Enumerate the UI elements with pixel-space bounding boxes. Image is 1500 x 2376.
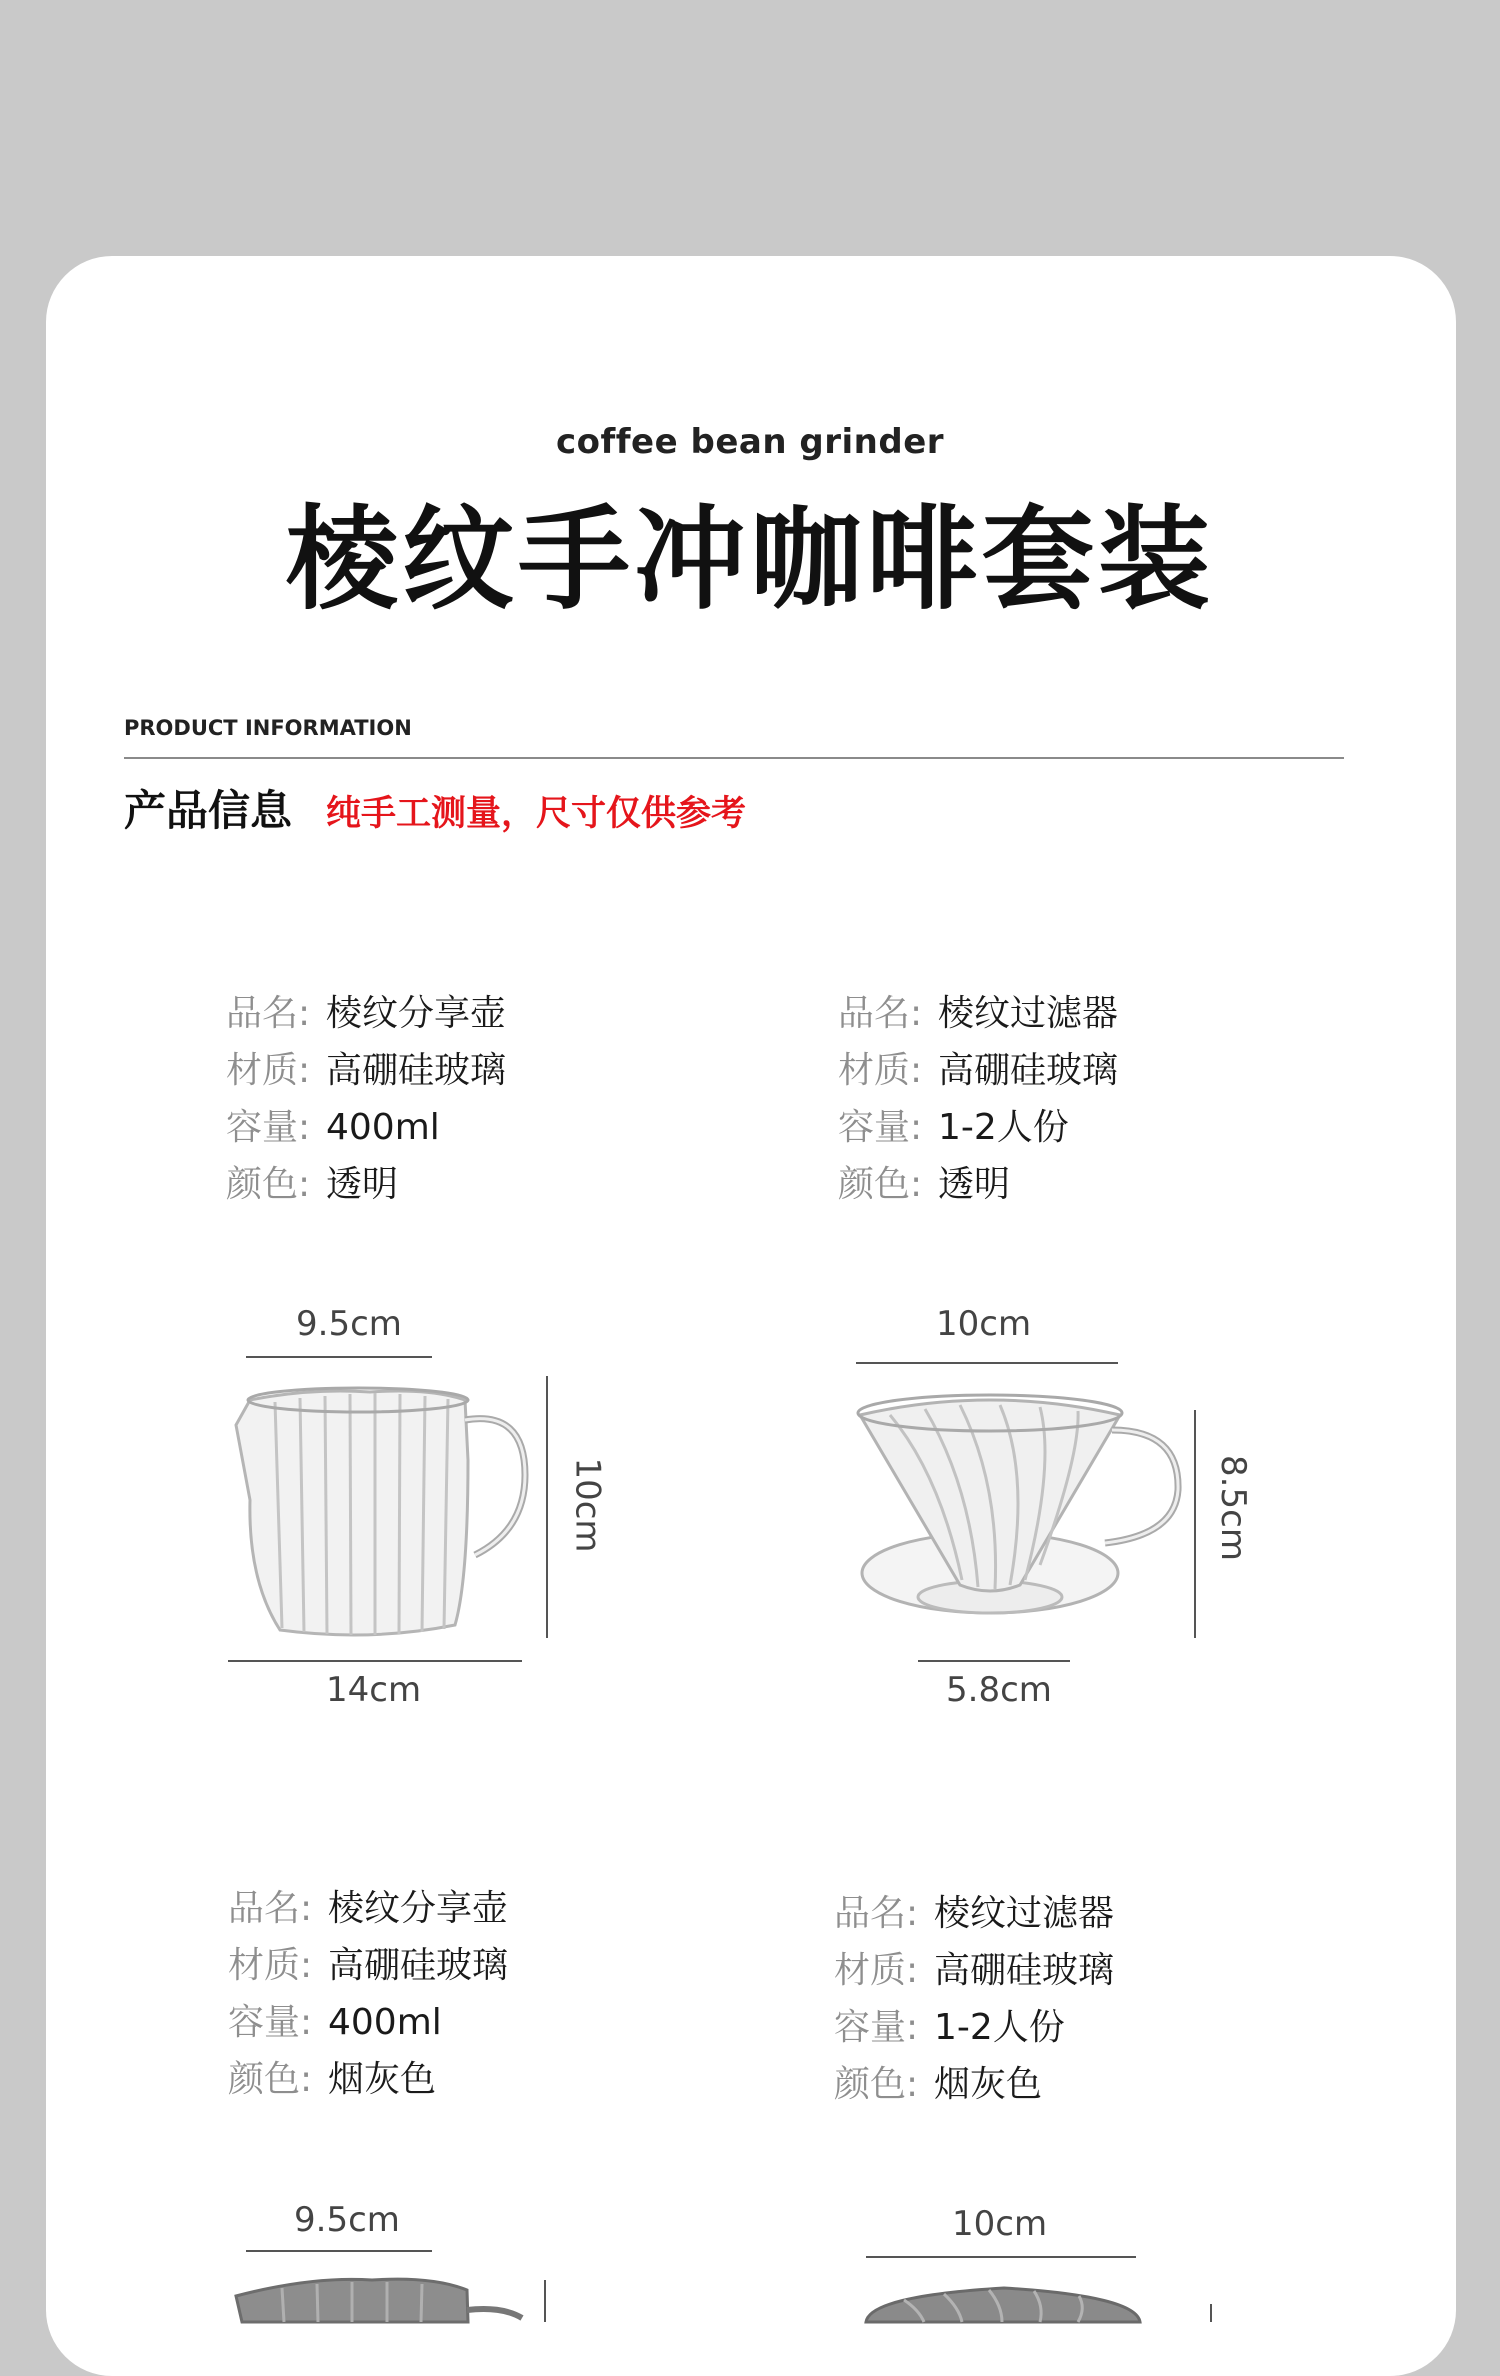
- spec-value: 高硼硅玻璃: [326, 1050, 507, 1091]
- page-title: 棱纹手冲咖啡套装: [286, 495, 1214, 625]
- spec-value: 透明: [326, 1164, 399, 1205]
- dimension-line: [918, 1660, 1070, 1662]
- section-label-en: PRODUCT INFORMATION: [124, 716, 412, 740]
- dimension-line: [544, 2280, 546, 2322]
- spec-row: [226, 1099, 506, 1156]
- spec-value: 400ml: [326, 1107, 440, 1148]
- spec-value: 高硼硅玻璃: [934, 1950, 1115, 1991]
- spec-value: 高硼硅玻璃: [328, 1945, 509, 1986]
- spec-row: [228, 1880, 508, 1937]
- spec-key: 容量:: [834, 2007, 919, 2048]
- spec-key: 品名:: [834, 1893, 919, 1934]
- spec-key: 材质:: [228, 1945, 313, 1986]
- section-label-cn: 产品信息: [124, 786, 293, 835]
- spec-row: [834, 1885, 1114, 1942]
- dimension-top-dripper-smoke: 10cm: [952, 2204, 1048, 2244]
- spec-row: [838, 1042, 1118, 1099]
- spec-row: [226, 1156, 506, 1213]
- spec-row: [838, 1156, 1118, 1213]
- spec-key: 品名:: [838, 993, 923, 1034]
- dimension-top-pitcher-smoke: 9.5cm: [294, 2200, 400, 2240]
- spec-key: 颜色:: [226, 1164, 311, 1205]
- dimension-top-pitcher: 9.5cm: [296, 1304, 402, 1344]
- dimension-side-pitcher: 10cm: [567, 1457, 608, 1553]
- spec-row: [228, 1937, 508, 1994]
- spec-value: 棱纹过滤器: [934, 1893, 1115, 1934]
- spec-list-dripper-smoke: [834, 1885, 1114, 2113]
- dimension-line: [228, 1660, 522, 1662]
- spec-key: 品名:: [226, 993, 311, 1034]
- spec-row: [228, 1994, 508, 2051]
- dimension-side-dripper: 8.5cm: [1212, 1455, 1253, 1561]
- smoky-pitcher-image: [222, 2268, 552, 2322]
- spec-key: 颜色:: [834, 2064, 919, 2105]
- spec-key: 容量:: [228, 2002, 313, 2043]
- dimension-line: [246, 1356, 432, 1358]
- spec-row: [226, 1042, 506, 1099]
- dimension-line: [1194, 1410, 1196, 1638]
- spec-row: [834, 1942, 1114, 1999]
- spec-value: 1-2人份: [938, 1107, 1069, 1148]
- spec-key: 品名:: [228, 1888, 313, 1929]
- dimension-line: [856, 1362, 1118, 1364]
- spec-row: [834, 2056, 1114, 2113]
- dimension-bottom-pitcher: 14cm: [326, 1670, 422, 1710]
- spec-key: 颜色:: [228, 2059, 313, 2100]
- spec-value: 高硼硅玻璃: [938, 1050, 1119, 1091]
- spec-value: 1-2人份: [934, 2007, 1065, 2048]
- dimension-bottom-dripper: 5.8cm: [946, 1670, 1052, 1710]
- spec-list-pitcher-clear: [226, 985, 506, 1213]
- spec-row: [838, 1099, 1118, 1156]
- page-subtitle: coffee bean grinder: [555, 422, 945, 462]
- spec-value: 棱纹过滤器: [938, 993, 1119, 1034]
- dimension-line: [1210, 2304, 1212, 2322]
- divider: [124, 757, 1344, 759]
- dimension-line: [866, 2256, 1136, 2258]
- spec-key: 材质:: [834, 1950, 919, 1991]
- spec-value: 烟灰色: [934, 2064, 1043, 2105]
- glass-pitcher-image: [220, 1380, 540, 1650]
- measurement-note: 纯手工测量，尺寸仅供参考: [326, 794, 747, 834]
- spec-value: 烟灰色: [328, 2059, 437, 2100]
- spec-key: 颜色:: [838, 1164, 923, 1205]
- spec-key: 材质:: [838, 1050, 923, 1091]
- glass-dripper-image: [850, 1385, 1190, 1655]
- spec-key: 容量:: [838, 1107, 923, 1148]
- spec-row: [834, 1999, 1114, 2056]
- spec-key: 材质:: [226, 1050, 311, 1091]
- spec-key: 容量:: [226, 1107, 311, 1148]
- spec-value: 透明: [938, 1164, 1011, 1205]
- spec-value: 棱纹分享壶: [326, 993, 507, 1034]
- spec-list-dripper-clear: [838, 985, 1118, 1213]
- dimension-top-dripper: 10cm: [936, 1304, 1032, 1344]
- spec-row: [228, 2051, 508, 2108]
- spec-row: [226, 985, 506, 1042]
- dimension-line: [546, 1376, 548, 1638]
- dimension-line: [246, 2250, 432, 2252]
- spec-row: [838, 985, 1118, 1042]
- spec-list-pitcher-smoke: [228, 1880, 508, 2108]
- spec-value: 棱纹分享壶: [328, 1888, 509, 1929]
- smoky-dripper-image: [864, 2278, 1144, 2322]
- spec-value: 400ml: [328, 2002, 442, 2043]
